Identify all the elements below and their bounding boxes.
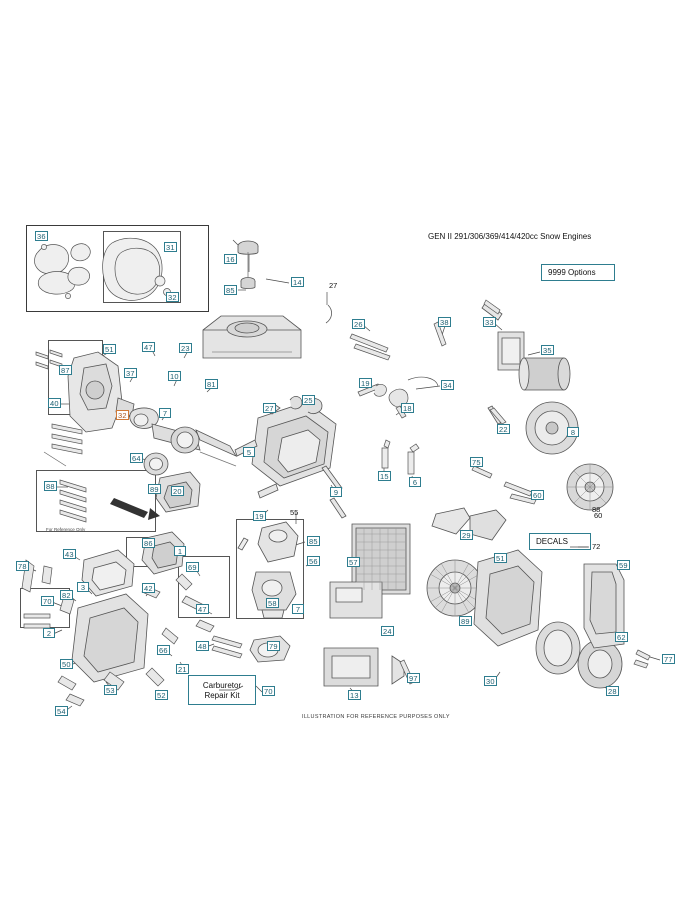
callout-54[interactable]: 54 [57,707,66,716]
callout-22[interactable]: 22 [499,425,508,434]
callout-7[interactable]: 7 [292,604,304,614]
callout-7[interactable]: 7 [159,408,171,418]
callout-2[interactable]: 2 [43,628,55,638]
callout-37[interactable]: 37 [126,369,135,378]
callout-30[interactable]: 30 [486,677,495,686]
callout-40[interactable]: 40 [50,399,59,408]
callout-42[interactable]: 42 [144,584,153,593]
callout-51[interactable]: 51 [105,345,114,354]
callout-89[interactable]: 89 [150,485,159,494]
callout-32[interactable]: 32 [168,293,177,302]
callout-36[interactable]: 36 [37,232,46,241]
callout-6[interactable]: 6 [409,477,421,487]
callout-28[interactable]: 28 [608,687,617,696]
callout-text-c55: 55 [290,508,299,517]
callout-77[interactable]: 77 [664,655,673,664]
callout-75[interactable]: 75 [472,458,481,467]
callout-85[interactable]: 85 [226,286,235,295]
callout-3[interactable]: 3 [77,582,89,592]
callout-78[interactable]: 78 [18,562,27,571]
callout-57[interactable]: 57 [349,558,358,567]
footer-note: ILLUSTRATION FOR REFERENCE PURPOSES ONLY [302,714,450,720]
callout-25[interactable]: 25 [304,396,313,405]
diagram-title: GEN II 291/306/369/414/420cc Snow Engines [428,232,592,241]
callout-35[interactable]: 35 [543,346,552,355]
callout-text-c27: 27 [329,281,338,290]
callout-58[interactable]: 58 [268,599,277,608]
callout-56[interactable]: 56 [309,557,318,566]
callout-43[interactable]: 43 [65,550,74,559]
callout-13[interactable]: 13 [350,691,359,700]
decals-box: DECALS [529,533,591,550]
callout-text-c60b: 60 [594,511,603,520]
callout-16[interactable]: 16 [226,255,235,264]
callout-26[interactable]: 26 [354,320,363,329]
callout-62[interactable]: 62 [617,633,626,642]
callout-21[interactable]: 21 [178,665,187,674]
callout-20[interactable]: 20 [173,487,182,496]
options-box: 9999 Options [541,264,615,281]
callout-14[interactable]: 14 [293,278,302,287]
callout-87[interactable]: 87 [61,366,70,375]
carburetor-kit-line1: Carburetor [202,681,242,690]
callout-27[interactable]: 27 [265,404,274,413]
callout-23[interactable]: 23 [181,344,190,353]
carburetor-kit-line2: Repair Kit [204,691,240,700]
callout-51[interactable]: 51 [496,554,505,563]
callout-31[interactable]: 31 [166,243,175,252]
callout-29[interactable]: 29 [462,531,471,540]
callout-19[interactable]: 19 [255,512,264,521]
callout-18[interactable]: 18 [403,404,412,413]
callout-5[interactable]: 5 [243,447,255,457]
callout-53[interactable]: 53 [106,686,115,695]
callout-97[interactable]: 97 [409,674,418,683]
callout-15[interactable]: 15 [380,472,389,481]
inset-note: For Reference Only [46,527,86,532]
callout-69[interactable]: 69 [188,563,197,572]
callout-1[interactable]: 1 [174,546,186,556]
callout-8[interactable]: 8 [567,427,579,437]
callout-86[interactable]: 86 [144,539,153,548]
callout-19[interactable]: 19 [361,379,370,388]
callout-38[interactable]: 38 [440,318,449,327]
callout-47[interactable]: 47 [144,343,153,352]
callout-text-c72: 72 [592,542,601,551]
callout-9[interactable]: 9 [330,487,342,497]
callout-82[interactable]: 82 [62,591,71,600]
callout-81[interactable]: 81 [207,380,216,389]
callout-label-60b: 88 [592,505,601,514]
callout-47[interactable]: 47 [198,605,207,614]
callout-64[interactable]: 64 [132,454,141,463]
callout-66[interactable]: 66 [159,646,168,655]
callout-52[interactable]: 52 [157,691,166,700]
callout-10[interactable]: 10 [170,372,179,381]
callout-24[interactable]: 24 [383,627,392,636]
callout-50[interactable]: 50 [62,660,71,669]
callout-88[interactable]: 88 [46,482,55,491]
callout-70[interactable]: 70 [43,597,52,606]
callout-33[interactable]: 33 [485,318,494,327]
callout-48[interactable]: 48 [198,642,207,651]
callout-79[interactable]: 79 [269,642,278,651]
callout-89[interactable]: 89 [461,617,470,626]
callout-60[interactable]: 60 [533,491,542,500]
callout-59[interactable]: 59 [619,561,628,570]
callout-70[interactable]: 70 [264,687,273,696]
callout-32[interactable]: 32 [118,411,127,420]
callout-34[interactable]: 34 [443,381,452,390]
callout-85[interactable]: 85 [309,537,318,546]
